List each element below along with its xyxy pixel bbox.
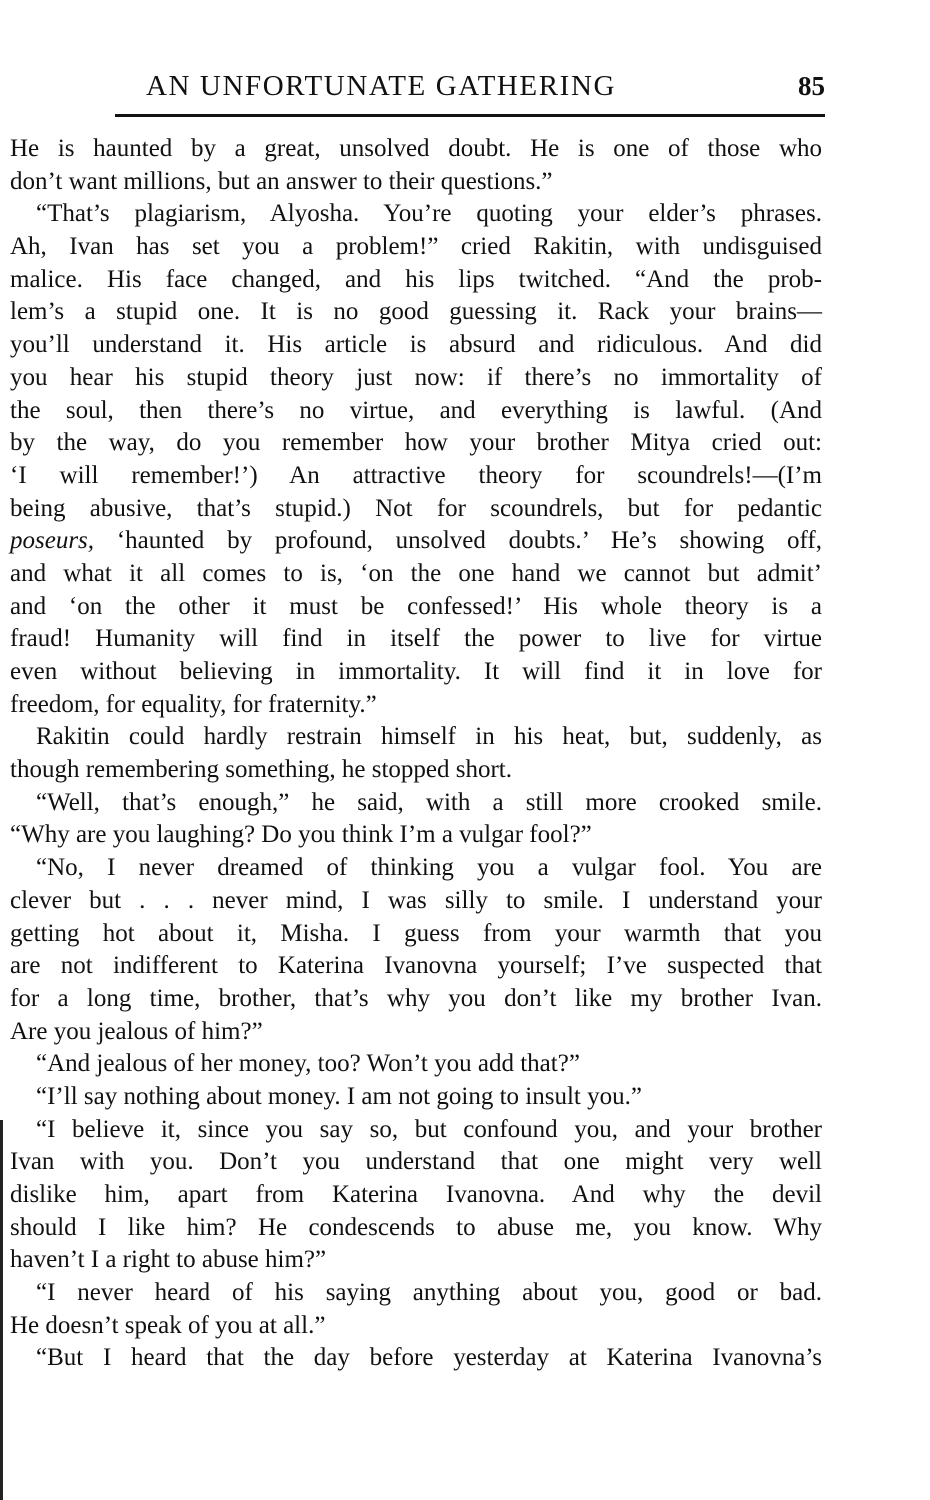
text-line: you hear his stupid theory just now: if there’s no immortality of — [10, 363, 822, 391]
scan-margin-line — [0, 1120, 3, 1500]
text-line: “No, I never dreamed of thinking you a vulgar fool. You are — [36, 854, 822, 882]
text-line: freedom, for equality, for fraternity.” — [10, 690, 377, 718]
text-line: “Well, that’s enough,” he said, with a still more crooked smile. — [36, 788, 822, 816]
text-line: and what it all comes to is, ‘on the one hand we cannot but admit’ — [10, 559, 822, 587]
text-line: “I believe it, since you say so, but confound you, and your brother — [36, 1115, 822, 1143]
text-line: ‘I will remember!’) An attractive theory for scoundrels!—(I’m — [10, 461, 822, 489]
text-line: dislike him, apart from Katerina Ivanovna. And why the devil — [10, 1181, 822, 1208]
text-line: should I like him? He condescends to abuse me, you know. Why — [10, 1213, 822, 1241]
text-line: being abusive, that’s stupid.) Not for scoundrels, but for pedantic — [10, 494, 822, 522]
text-line — [10, 525, 822, 558]
text-line: by the way, do you remember how your brother Mitya cried out: — [10, 429, 822, 457]
text-line: “I’ll say nothing about money. I am not going to insult you.” — [36, 1082, 642, 1110]
text-line: “I never heard of his saying anything about you, good or bad. — [36, 1279, 822, 1307]
text-line: Rakitin could hardly restrain himself in his heat, but, suddenly, as — [36, 723, 822, 751]
text-line: “But I heard that the day before yesterday at Katerina Ivanovna’s — [36, 1344, 822, 1372]
text-line: the soul, then there’s no virtue, and everything is lawful. (And — [10, 396, 822, 424]
text-line: though remembering something, he stopped short. — [10, 756, 513, 784]
text-line: fraud! Humanity will find in itself the power to live for virtue — [10, 625, 822, 653]
body-text — [10, 133, 822, 1375]
text-line: getting hot about it, Misha. I guess from your warmth that you — [10, 919, 822, 947]
text-line: even without believing in immortality. It will find it in love for — [10, 658, 822, 685]
text-line: for a long time, brother, that’s why you don’t like my brother Ivan. — [10, 984, 822, 1012]
text-line: “Why are you laughing? Do you think I’m a vulgar fool?” — [10, 821, 592, 849]
text-line: “That’s plagiarism, Alyosha. You’re quoting your elder’s phrases. — [36, 200, 822, 228]
text-line: malice. His face changed, and his lips twitched. “And the prob- — [10, 265, 822, 293]
text-line: haven’t I a right to abuse him?” — [10, 1246, 327, 1274]
text-line: “And jealous of her money, too? Won’t you add that?” — [36, 1050, 580, 1078]
running-head — [10, 66, 825, 106]
text-line: and ‘on the other it must be confessed!’ His whole theory is a — [10, 592, 822, 620]
italic-word: poseurs, — [10, 527, 95, 555]
text-line: Ah, Ivan has set you a problem!” cried Rakitin, with undisguised — [10, 233, 822, 261]
text-line: He doesn’t speak of you at all.” — [10, 1311, 326, 1339]
text-line: lem’s a stupid one. It is no good guessing it. Rack your brains— — [10, 298, 822, 326]
text-line: don’t want millions, but an answer to their questions.” — [10, 167, 553, 195]
text-line: are not indifferent to Katerina Ivanovna yourself; I’ve suspected that — [10, 952, 822, 980]
chapter-title: AN UNFORTUNATE GATHERING — [146, 70, 617, 102]
header-rule — [115, 114, 825, 117]
text-line: He is haunted by a great, unsolved doubt. He is one of those who — [10, 135, 822, 162]
text-line: clever but . . . never mind, I was silly to smile. I understand your — [10, 886, 822, 914]
line-remainder: ‘haunted by profound, unsolved doubts.’ He’s showing off, — [94, 527, 822, 555]
text-line: Are you jealous of him?” — [10, 1017, 263, 1045]
text-line: you’ll understand it. His article is absurd and ridiculous. And did — [10, 331, 822, 359]
page-number: 85 — [798, 71, 825, 101]
text-line: Ivan with you. Don’t you understand that one might very well — [10, 1148, 822, 1176]
